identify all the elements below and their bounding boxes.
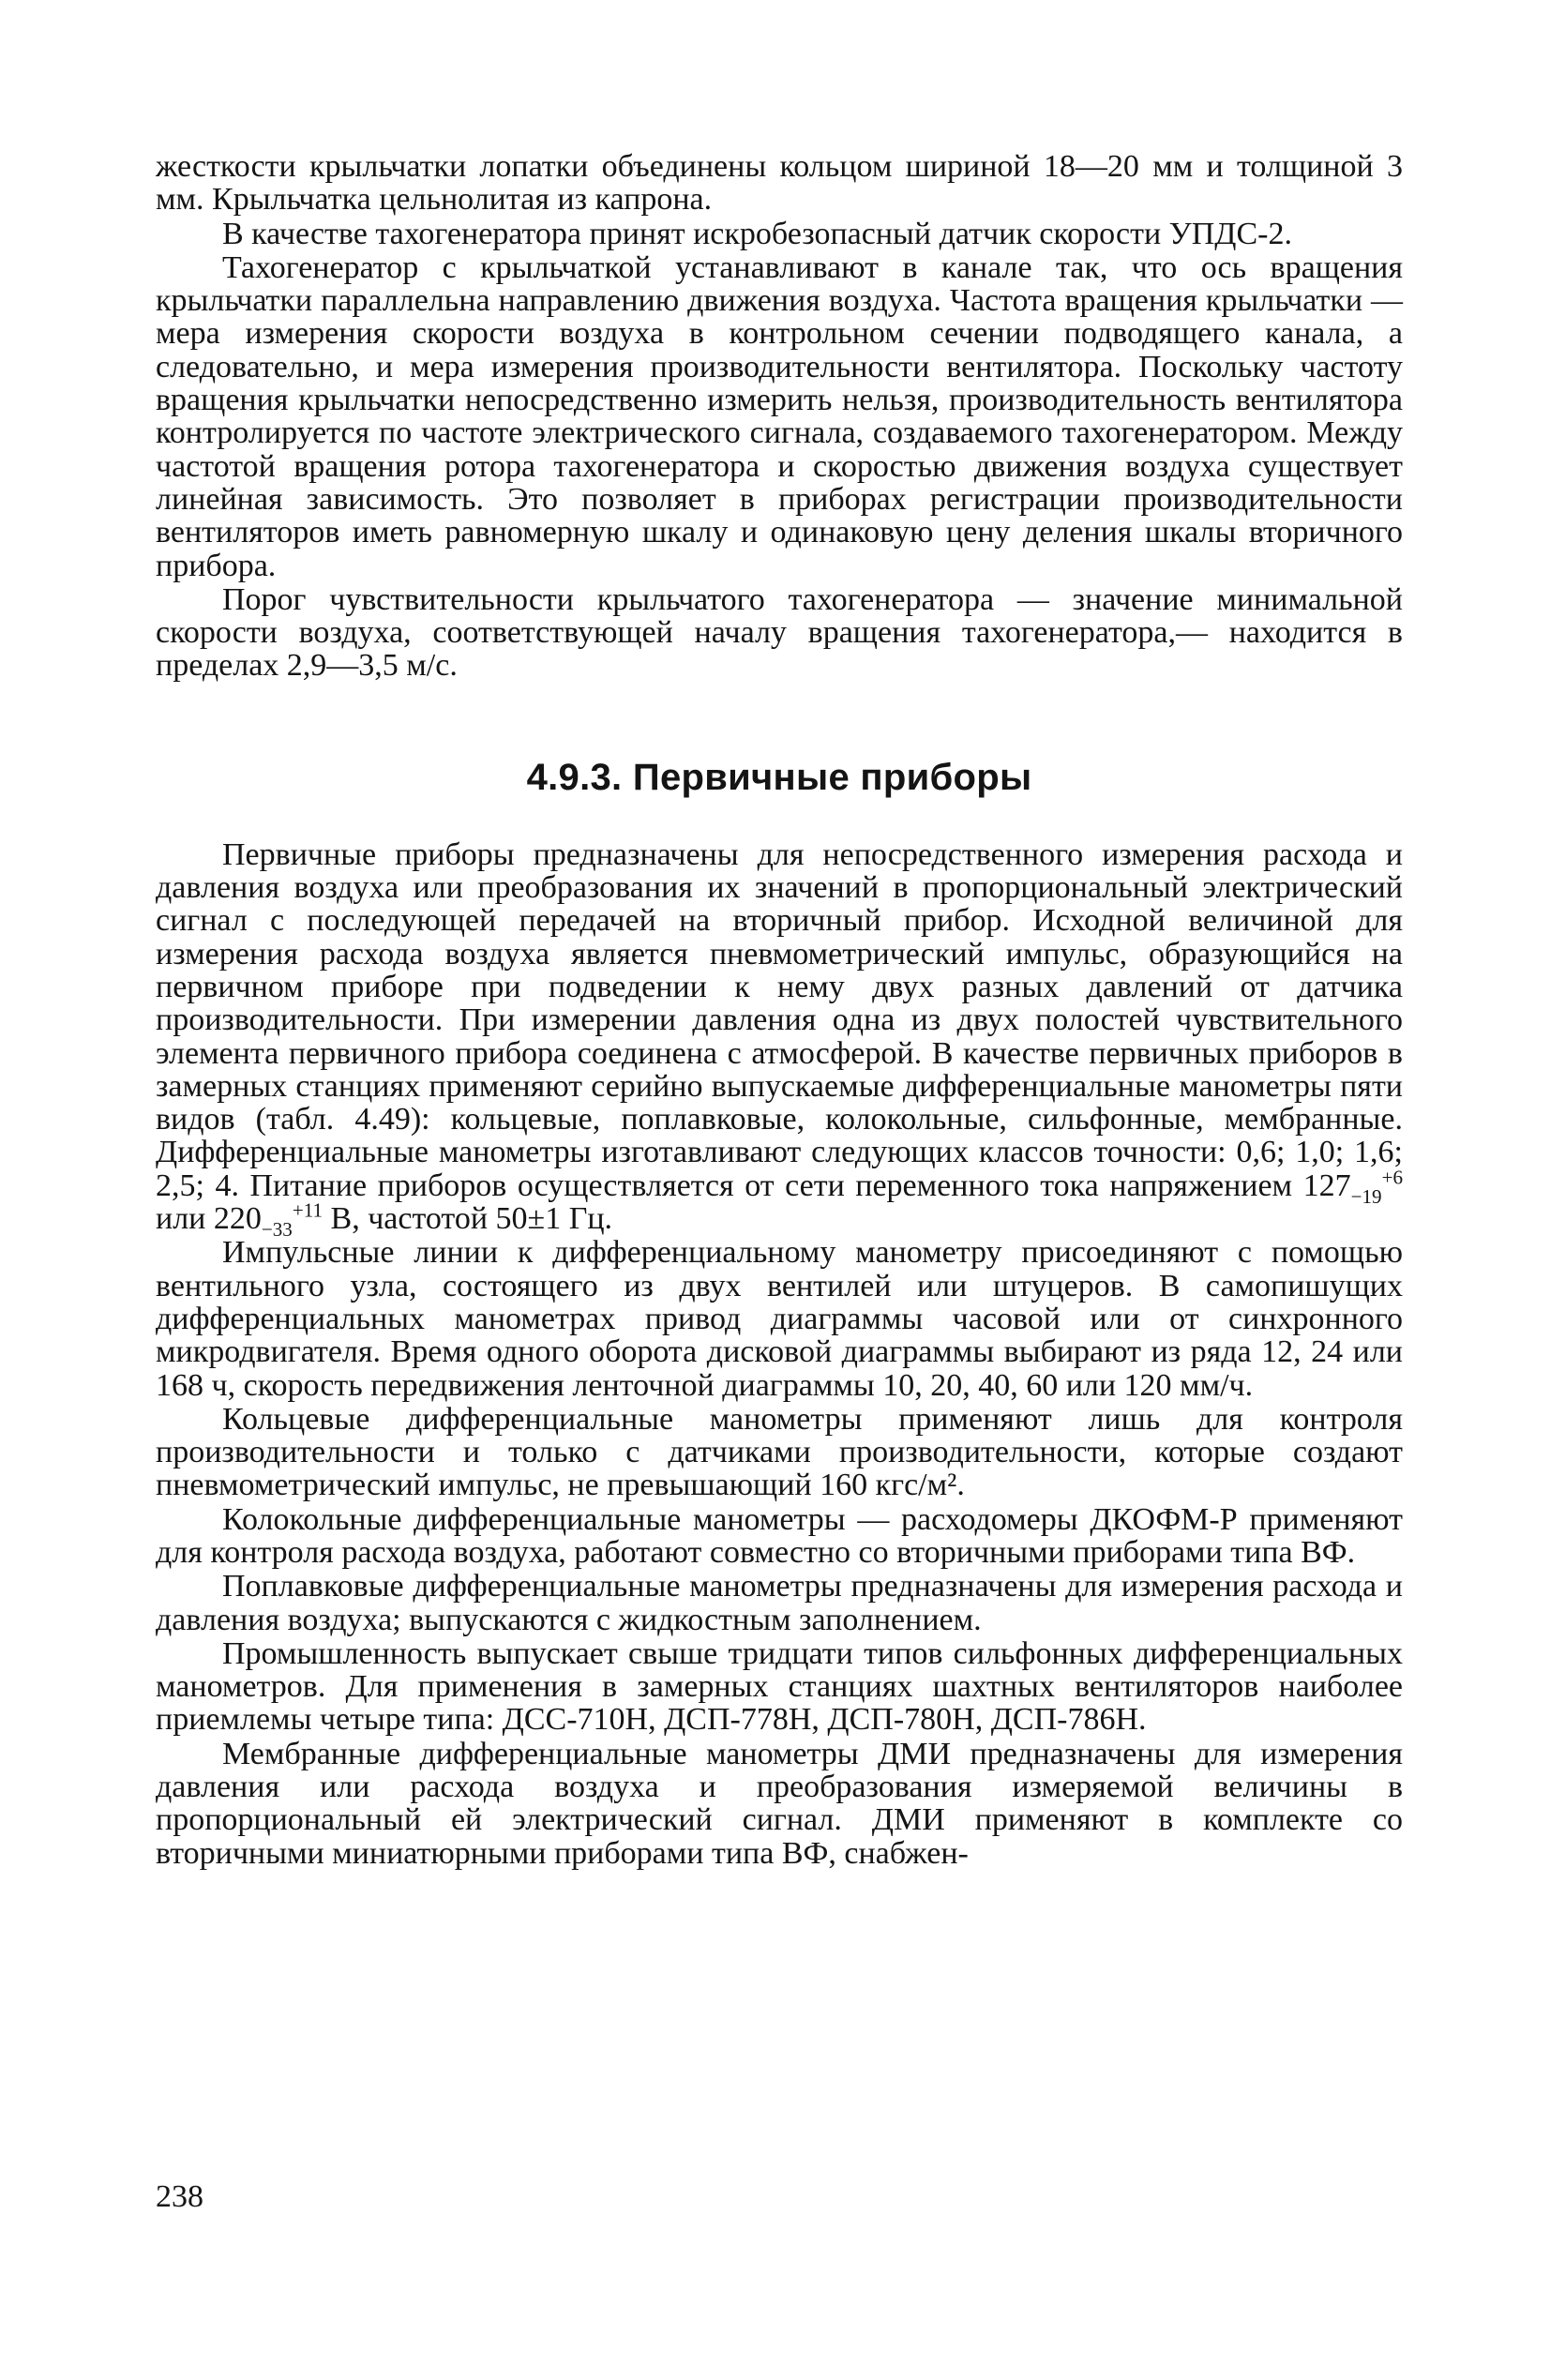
paragraph-impulse-lines: Импульсные линии к дифференциальному манометру присоединяют с помощью вентильного узла, состоящего из двух вентилей или штуцеров. В самопишущих дифференциальных манометрах привод диаграммы часовой или от синхронного микродвигателя. Время одного оборота дисковой диаграммы выбирают из ряда 12, 24 или 168 ч, скорость передвижения ленточной диаграммы 10, 20, 40, 60 или 120 мм/ч. (156, 1235, 1403, 1403)
paragraph-primary-text: Первичные приборы предназначены для непосредственного измерения расхода и давления воздуха или преобразования их значений в пропорциональный электрический сигнал с последующей передачей на вторичный прибор. Исходной величиной для измерения расхода воздуха является пневмометрический импульс, образующийся на первичном приборе при подведении к нему двух разных давлений от датчика производительности. При измерении давления одна из двух полостей чувствительного элемента первичного прибора соединена с атмосферой. В качестве первичных приборов в замерных станциях применяют серийно выпускаемые дифференциальные манометры пяти видов (табл. 4.49): кольцевые, поплавковые, колокольные, сильфонные, мембранные. Дифференциальные манометры изготавливают следующих классов точности: 0,6; 1,0; 1,6; 2,5; 4. Питание приборов осуществляется от сети переменного тока напряжением (156, 836, 1403, 1203)
voltage-220: $220_{-33}^{+11}$ (213, 1198, 324, 1241)
section-heading (156, 755, 1403, 800)
paragraph-tachogenerator-installation: Тахогенератор с крыльчаткой устанавливают в канале так, что ось вращения крыльчатки параллельна направлению движения воздуха. Частота вращения крыльчатки — мера измерения скорости воздуха в контрольном сечении подводящего канала, а следовательно, и мера измерения производительности вентилятора. Поскольку частоту вращения крыльчатки непосредственно измерить нельзя, производительность вентилятора контролируется по частоте электрического сигнала, создаваемого тахогенератором. Между частотой вращения ротора тахогенератора и скоростью движения воздуха существует линейная зависимость. Это позволяет в приборах регистрации производительности вентиляторов иметь равномерную шкалу и одинаковую цену деления шкалы вторичного прибора. (156, 249, 1403, 583)
section-number: 4.9.3. (526, 756, 623, 798)
section-title: Первичные приборы (632, 756, 1032, 798)
paragraph-bell-manometers: Колокольные дифференциальные манометры — расходомеры ДКОФМ-Р применяют для контроля расхода воздуха, работают совместно со вторичными приборами типа ВФ. (156, 1501, 1403, 1570)
paragraph-tachogenerator-type: В качестве тахогенератора принят искробезопасный датчик скорости УПДС-2. (222, 216, 1292, 251)
paragraph-float-manometers: Поплавковые дифференциальные манометры предназначены для измерения расхода и давления воздуха; выпускаются с жидкостным заполнением. (156, 1569, 1403, 1637)
page-body (156, 150, 1403, 2326)
voltage-127: $127_{-19}^{+6}$ (1302, 1166, 1403, 1208)
paragraph-membrane-manometers: Мембранные дифференциальные манометры ДМИ предназначены для измерения давления или расхода воздуха и преобразования измеряемой величины в пропорциональный ей электрический сигнал. ДМИ применяют в комплекте со вторичными миниатюрными приборами типа ВФ, снабжен- (156, 1736, 1403, 1871)
paragraph-bellows-manometers: Промышленность выпускает свыше тридцати типов сильфонных дифференциальных манометров. Для применения в замерных станциях шахтных вентиляторов наиболее приемлемы четыре типа: ДСС-710Н, ДСП-778Н, ДСП-780Н, ДСП-786Н. (156, 1635, 1403, 1738)
page-number: 238 (156, 2179, 203, 2214)
text-or: или (156, 1201, 206, 1237)
paragraph-primary-instruments (156, 836, 1403, 1241)
paragraph-primary-end: В, частотой 50±1 Гц. (330, 1201, 613, 1237)
paragraph-continuation: жесткости крыльчатки лопатки объединены кольцом шириной 18—20 мм и толщиной 3 мм. Крыльчатка цельнолитая из капрона. (156, 149, 1403, 218)
paragraph-sensitivity-threshold: Порог чувствительности крыльчатого тахогенератора — значение минимальной скорости воздуха, соответствующей началу вращения тахогенератора,— находится в пределах 2,9—3,5 м/с. (156, 581, 1403, 684)
paragraph-ring-manometers: Кольцевые дифференциальные манометры применяют лишь для контроля производительности и только с датчиками производительности, которые создают пневмометрический импульс, не превышающий 160 кгс/м². (156, 1401, 1403, 1503)
